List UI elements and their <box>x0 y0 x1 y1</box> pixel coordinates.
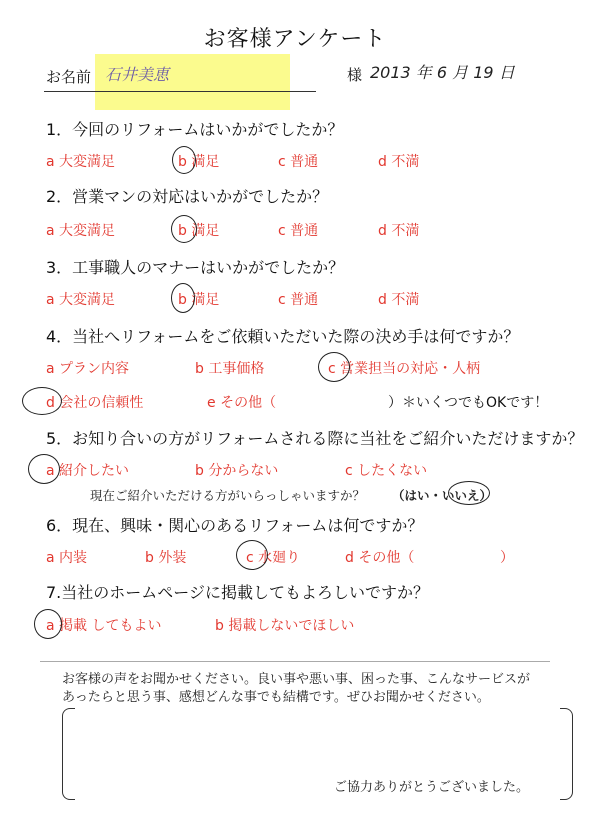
q6-circle-mark <box>236 540 268 570</box>
page-title: お客様アンケート <box>203 27 387 52</box>
q1-option-d: d 不満 <box>378 154 420 170</box>
q5-sub-question: 現在ご紹介いただける方がいらっしゃいますか？ <box>90 488 366 503</box>
q5-option-a: a 紹介したい <box>46 463 130 479</box>
question-5: 5．お知り合いの方がリフォームされる際に当社をご紹介いただけますか？ <box>46 429 584 448</box>
q6-option-c: c 水廻り <box>246 550 301 566</box>
q3-option-b: b 満足 <box>178 292 220 308</box>
question-1: 1．今回のリフォームはいかがでしたか？ <box>46 120 344 139</box>
q3-option-a: a 大変満足 <box>46 292 116 308</box>
q5-sub-circle-mark <box>448 481 490 505</box>
q2-option-b: b 満足 <box>178 223 220 239</box>
name-label: お名前 <box>46 68 92 86</box>
q4-option-b: b 工事価格 <box>195 361 265 377</box>
question-2: 2．営業マンの対応はいかがでしたか？ <box>46 187 329 206</box>
q6-option-a: a 内装 <box>46 550 88 566</box>
comment-prompt-line-1: お客様の声をお聞かせください。良い事や悪い事、困った事、こんなサービスが <box>62 672 531 687</box>
thanks-text: ご協力ありがとうございました。 <box>334 780 530 795</box>
q6-option-b: b 外装 <box>145 550 187 566</box>
question-7: 7.当社のホームページに掲載してもよろしいですか？ <box>46 583 429 602</box>
question-6: 6．現在、興味・関心のあるリフォームは何ですか？ <box>46 516 424 535</box>
q4-option-c: c 営業担当の対応・人柄 <box>328 361 481 377</box>
q4-note: ）＊いくつでもOKです！ <box>388 395 549 411</box>
q2-option-d: d 不満 <box>378 223 420 239</box>
q5-option-c: c したくない <box>345 463 428 479</box>
q3-circle-mark <box>171 283 195 313</box>
q5-sub-answer: （はい・いいえ） <box>392 488 493 503</box>
comment-box-right-bracket <box>560 708 573 800</box>
q3-option-d: d 不満 <box>378 292 420 308</box>
q4-circle-mark-d <box>22 387 62 415</box>
customer-name-handwriting: 石井美恵 <box>105 65 170 84</box>
q2-option-a: a 大変満足 <box>46 223 116 239</box>
name-underline <box>44 91 316 92</box>
q6-option-d-close: ） <box>500 550 514 566</box>
comment-prompt-line-2: あったらと思う事、感想どんな事でも結構です。ぜひお聞かせください。 <box>62 690 490 705</box>
q2-circle-mark <box>171 215 197 243</box>
q1-option-c: c 普通 <box>278 154 319 170</box>
q1-option-b: b 満足 <box>178 154 220 170</box>
q4-option-e: e その他（ <box>207 395 277 411</box>
q5-circle-mark <box>28 454 60 484</box>
divider-line <box>40 661 550 662</box>
q1-option-a: a 大変満足 <box>46 154 116 170</box>
date-handwriting: 2013 年 6 月 19 日 <box>370 63 515 82</box>
question-4: 4．当社へリフォームをご依頼いただいた際の決め手は何ですか？ <box>46 327 520 346</box>
honorific-label: 様 <box>347 66 363 84</box>
q3-option-c: c 普通 <box>278 292 319 308</box>
q4-option-d: d 会社の信頼性 <box>46 395 144 411</box>
q4-circle-mark-c <box>318 352 350 382</box>
q1-circle-mark <box>172 146 196 174</box>
q6-option-d: d その他（ <box>345 550 415 566</box>
q7-option-b: b 掲載しないでほしい <box>215 618 355 634</box>
q7-option-a: a 掲載 してもよい <box>46 618 162 634</box>
q2-option-c: c 普通 <box>278 223 319 239</box>
question-3: 3．工事職人のマナーはいかがでしたか？ <box>46 258 345 277</box>
comment-box-left-bracket <box>62 708 75 800</box>
q5-option-b: b 分からない <box>195 463 279 479</box>
q4-option-a: a プラン内容 <box>46 361 130 377</box>
q7-circle-mark <box>34 609 62 639</box>
